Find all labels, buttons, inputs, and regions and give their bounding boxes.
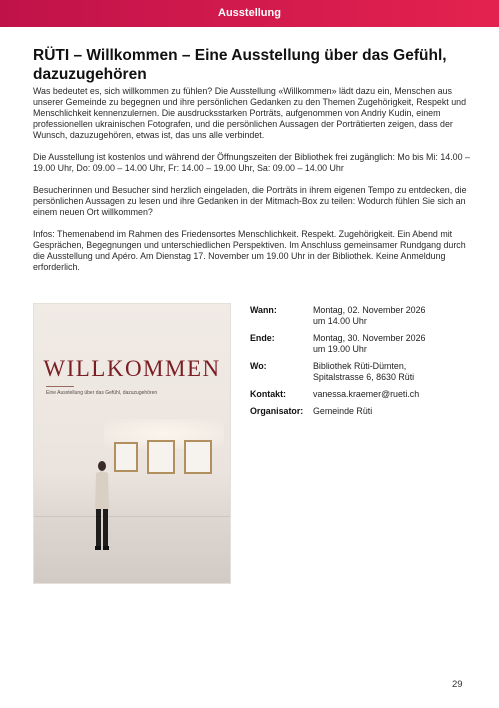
article-body [33, 86, 471, 284]
details-label: Wann: [250, 305, 277, 315]
poster-subtitle: Eine Ausstellung über das Gefühl, dazuzugehören [46, 390, 158, 396]
details-label: Ende: [250, 333, 275, 343]
details-row-end [250, 333, 426, 361]
end-date: Montag, 30. November 2026 um 19.00 Uhr [313, 333, 426, 354]
details-value [313, 406, 426, 423]
details-value [313, 305, 426, 333]
info-paragraph: Infos: Themenabend im Rahmen des Friedensortes Menschlichkeit. Respekt. Zugehörigkeit. Ein Abend mit Gesprächen, Begegnungen und unterschiedlichen Perspektiven. Im Anschluss gemeinsamer Rundgang durch die Ausstellung und Apéro. Am Dienstag 17. November um 19.00 Uhr in der Bibliothek. Keine Anmeldung erforderlich. [33, 229, 466, 272]
picture-frame-right [184, 440, 212, 474]
details-value [313, 361, 426, 389]
details-label: Kontakt: [250, 389, 286, 399]
details-row-location [250, 361, 426, 389]
organizer-name: Gemeinde Rüti [313, 406, 373, 416]
details-label: Organisator: [250, 406, 304, 416]
location-address: Bibliothek Rüti-Dümten, Spitalstrasse 6, 8630 Rüti [313, 361, 415, 382]
article-title: RÜTI – Willkommen – Eine Ausstellung über das Gefühl, dazuzugehören [33, 47, 447, 83]
invitation-paragraph: Besucherinnen und Besucher sind herzlich eingeladen, die Porträts in ihrem eigenen Tempo zu entdecken, die persönlichen Aussagen zu lesen und ihre Gedanken in der Mitmach-Box zu teilen: Wodurch fühlen Sie sich an einem neuen Ort willkommen? [33, 185, 467, 217]
exhibition-poster [33, 303, 231, 584]
details-value [313, 389, 426, 406]
picture-frame-middle [147, 440, 175, 474]
details-row-organizer [250, 406, 426, 423]
event-details [250, 305, 426, 423]
details-label: Wo: [250, 361, 267, 371]
poster-floor-line [34, 516, 230, 517]
intro-paragraph: Was bedeutet es, sich willkommen zu fühlen? Die Ausstellung «Willkommen» lädt dazu ein, Menschen aus unserer Gemeinde zu begegnen und ihre persönlichen Gedanken zu den Themen Zugehörigkeit, Respekt und Menschlichkeit kennenzulernen. Die ausdrucksstarken Porträts, aufgenommen von Andriy Kudin, einem professionellen ukrainischen Fotografen, und die persönlichen Aussagen der Porträtierten zeigen, dass der Wunsch, dazuzugehören, etwas ist, das uns alle verbindet. [33, 86, 467, 140]
picture-frame-small [114, 442, 138, 472]
details-row-contact [250, 389, 426, 406]
poster-title: WILLKOMMEN [43, 356, 221, 381]
details-value [313, 333, 426, 361]
section-label: Ausstellung [218, 7, 281, 19]
details-row-start [250, 305, 426, 333]
section-header-bar [0, 0, 499, 27]
page-number: 29 [452, 679, 463, 690]
opening-hours-paragraph: Die Ausstellung ist kostenlos und während der Öffnungszeiten der Bibliothek frei zugänglich: Mo bis Mi: 14.00 – 19.00 Uhr, Do: 09.00 – 14.00 Uhr, Fr: 14.00 – 19.00 Uhr, Sa: 09.00 – 14.00 Uhr [33, 152, 470, 173]
start-date: Montag, 02. November 2026 um 14.00 Uhr [313, 305, 426, 326]
visitor-figure-icon [92, 459, 112, 554]
poster-rule [46, 386, 74, 387]
contact-email[interactable]: vanessa.kraemer@rueti.ch [313, 389, 420, 399]
